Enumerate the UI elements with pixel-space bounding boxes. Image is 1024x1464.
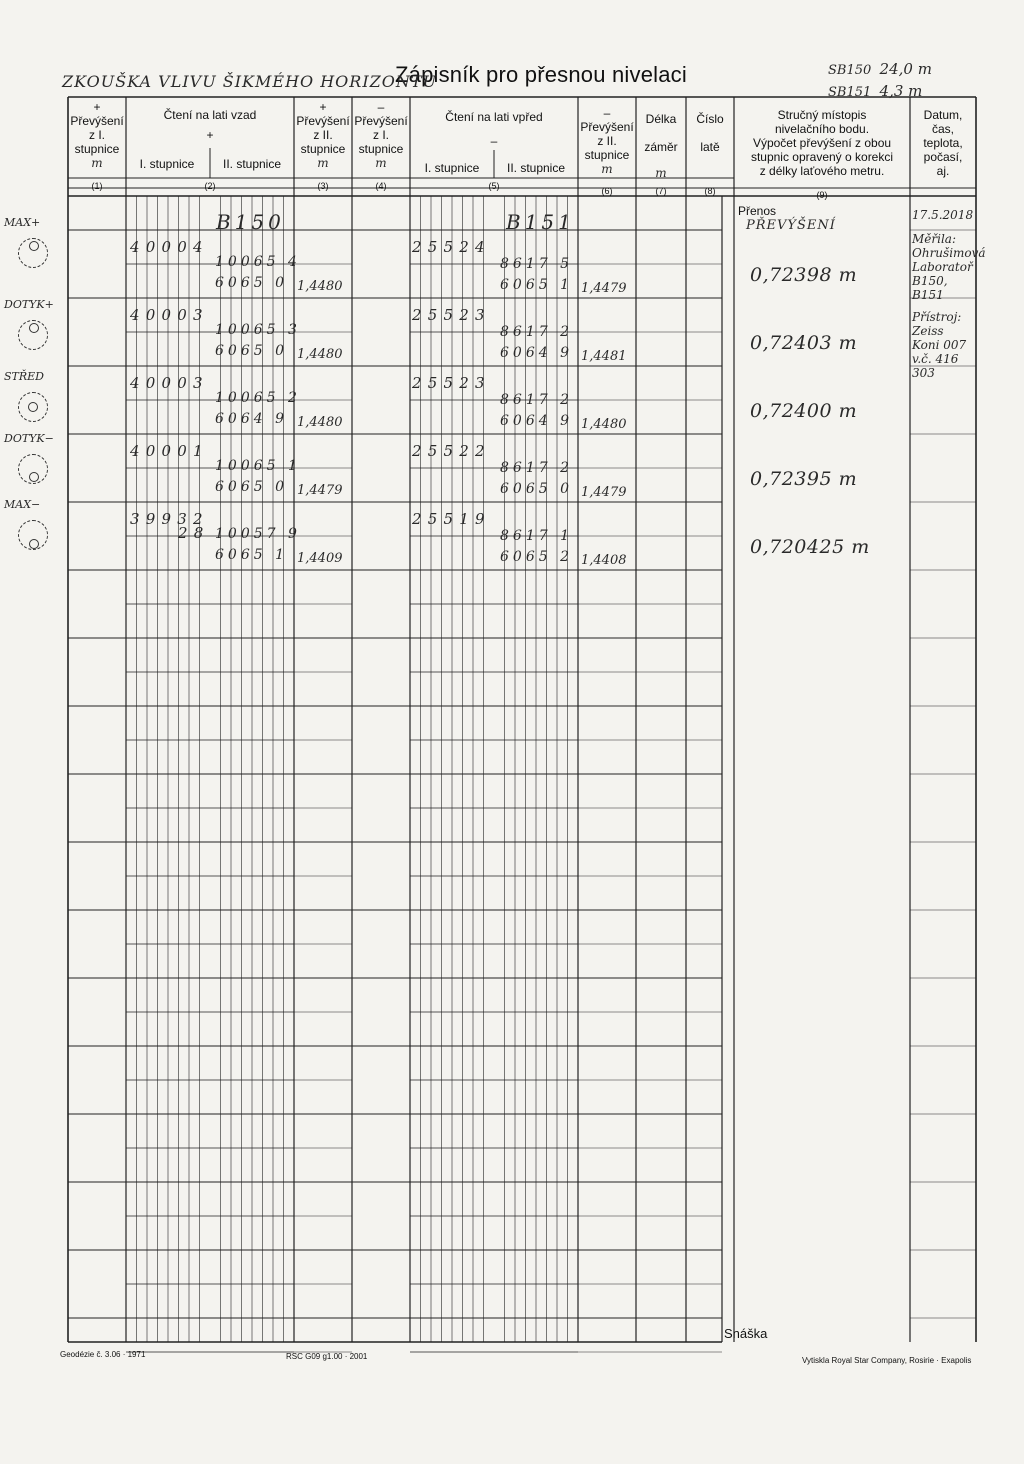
- colno-1: (1): [91, 181, 103, 191]
- height-diff-scale2-minus: 1,4481: [581, 349, 627, 364]
- bubble-dot-icon: [29, 539, 39, 549]
- height-diff-scale2-minus: 1,4480: [581, 417, 627, 432]
- position-label: DOTYK+: [4, 298, 54, 311]
- back-reading-scale2-b: 6064 9: [215, 411, 288, 427]
- fore-reading-scale2-b: 6065 1: [500, 277, 573, 293]
- bubble-dot-icon: [29, 472, 39, 482]
- back-reading-scale2-b: 6065 0: [215, 343, 288, 359]
- back-reading-scale1: 39932: [130, 510, 209, 528]
- header-col5-b: II. stupnice: [506, 161, 566, 175]
- computed-height-difference: 0,720425 m: [750, 536, 870, 558]
- height-diff-scale2-minus: 1,4408: [581, 553, 627, 568]
- back-reading-scale1: 40001: [130, 442, 209, 460]
- footer-center: RSC G09 g1.00 · 2001: [286, 1352, 368, 1361]
- result-label: PŘEVÝŠENÍ: [746, 218, 836, 233]
- computed-height-difference: 0,72400 m: [750, 400, 858, 422]
- note-sb151: SB151 4,3 m: [828, 82, 923, 100]
- fore-reading-scale2-a: 8617 2: [500, 324, 573, 340]
- back-reading-scale1: 40003: [130, 374, 209, 392]
- position-label: STŘED: [4, 370, 45, 383]
- fore-reading-scale2-b: 6065 2: [500, 549, 573, 565]
- fore-reading-scale2-a: 8617 2: [500, 460, 573, 476]
- bubble-dot-icon: [28, 402, 38, 412]
- position-label: DOTYK−: [4, 432, 54, 445]
- level-bubble-icon: [18, 520, 48, 550]
- header-col6: – Převýšení z II. stupnice m: [580, 106, 634, 176]
- colno-9: (9): [816, 190, 828, 200]
- colno-6: (6): [601, 186, 613, 196]
- back-reading-scale2-a: 10065 1: [215, 458, 301, 474]
- fore-point-name: B151: [506, 210, 575, 234]
- back-reading-scale1: 40004: [130, 238, 209, 256]
- fore-reading-scale2-a: 8617 5: [500, 256, 573, 272]
- height-diff-scale2-plus: 1,4409: [297, 551, 343, 566]
- height-diff-scale2-plus: 1,4480: [297, 279, 343, 294]
- fore-reading-scale2-b: 6064 9: [500, 345, 573, 361]
- level-bubble-icon: [18, 238, 48, 268]
- header-col1: + Převýšení z I. stupnice m: [70, 100, 124, 170]
- snaska-label: Snáška: [724, 1326, 768, 1341]
- side-notes: 17.5.2018 Měřila: Ohrušimová Laboratoř B150, B151 Přístroj: Zeiss Koni 007 v.č. 416 303: [912, 208, 986, 380]
- fore-reading-scale2-b: 6065 0: [500, 481, 573, 497]
- level-bubble-icon: [18, 454, 48, 484]
- header-col2: Čtení na lati vzad +: [163, 108, 257, 142]
- footer-left: Geodézie č. 3.06 · 1971: [60, 1350, 146, 1359]
- bubble-dot-icon: [29, 241, 39, 251]
- computed-height-difference: 0,72398 m: [750, 264, 858, 286]
- colno-4: (4): [375, 181, 387, 191]
- height-diff-scale2-plus: 1,4479: [297, 483, 343, 498]
- header-col10: Datum, čas, teplota, počasí, aj.: [923, 108, 963, 178]
- footer-right: Vytiskla Royal Star Company, Rosirie · Exapolis: [802, 1356, 972, 1365]
- header-col7: Délka záměr m: [644, 112, 678, 180]
- header-col2-b: II. stupnice: [222, 157, 282, 171]
- height-diff-scale2-plus: 1,4480: [297, 347, 343, 362]
- colno-8: (8): [704, 186, 716, 196]
- position-label: MAX−: [4, 498, 41, 511]
- fore-reading-scale1: 25523: [412, 306, 491, 324]
- back-reading-scale2-b: 6065 0: [215, 479, 288, 495]
- header-col5: Čtení na lati vpřed –: [445, 110, 543, 148]
- header-col8: Číslo latě: [696, 112, 724, 154]
- bubble-dot-icon: [29, 323, 39, 333]
- colno-5: (5): [488, 181, 500, 191]
- header-col9: Stručný místopis nivelačního bodu. Výpočet převýšení z obou stupnic opravený o korekci z délky laťového metru.: [750, 108, 894, 178]
- computed-height-difference: 0,72395 m: [750, 468, 858, 490]
- level-bubble-icon: [18, 392, 48, 422]
- back-reading-scale2-b: 6065 1: [215, 547, 288, 563]
- back-reading-scale1: 40003: [130, 306, 209, 324]
- fore-reading-scale2-a: 8617 2: [500, 392, 573, 408]
- header-col4: – Převýšení z I. stupnice m: [354, 100, 408, 170]
- colno-7: (7): [655, 186, 667, 196]
- back-point-name: B150: [216, 210, 285, 234]
- fore-reading-scale1: 25519: [412, 510, 491, 528]
- level-bubble-icon: [18, 320, 48, 350]
- handwritten-heading: ZKOUŠKA VLIVU ŠIKMÉHO HORIZONTU: [62, 72, 438, 91]
- back-reading-scale2-a: 10065 2: [215, 390, 301, 406]
- note-sb150: SB150 24,0 m: [828, 60, 932, 78]
- fore-reading-scale2-a: 8617 1: [500, 528, 573, 544]
- header-col3: + Převýšení z II. stupnice m: [296, 100, 350, 170]
- fore-reading-scale1: 25522: [412, 442, 491, 460]
- height-diff-scale2-plus: 1,4480: [297, 415, 343, 430]
- form-title: Zápisník pro přesnou nivelaci: [395, 62, 687, 87]
- height-diff-scale2-minus: 1,4479: [581, 485, 627, 500]
- colno-2: (2): [204, 181, 216, 191]
- height-diff-scale2-minus: 1,4479: [581, 281, 627, 296]
- fore-reading-scale1: 25524: [412, 238, 491, 256]
- header-col5-a: I. stupnice: [424, 161, 480, 175]
- prenos-label: Přenos: [738, 204, 777, 218]
- fore-reading-scale1: 25523: [412, 374, 491, 392]
- back-reading-scale2-a: 10057 9: [215, 526, 301, 542]
- back-reading-scale2-a: 10065 3: [215, 322, 301, 338]
- back-reading-scale2-b: 6065 0: [215, 275, 288, 291]
- header-col2-a: I. stupnice: [139, 157, 195, 171]
- position-label: MAX+: [4, 216, 41, 229]
- back-reading-scale1-sub: 28: [178, 524, 210, 542]
- fore-reading-scale2-b: 6064 9: [500, 413, 573, 429]
- back-reading-scale2-a: 10065 4: [215, 254, 301, 270]
- computed-height-difference: 0,72403 m: [750, 332, 858, 354]
- colno-3: (3): [317, 181, 329, 191]
